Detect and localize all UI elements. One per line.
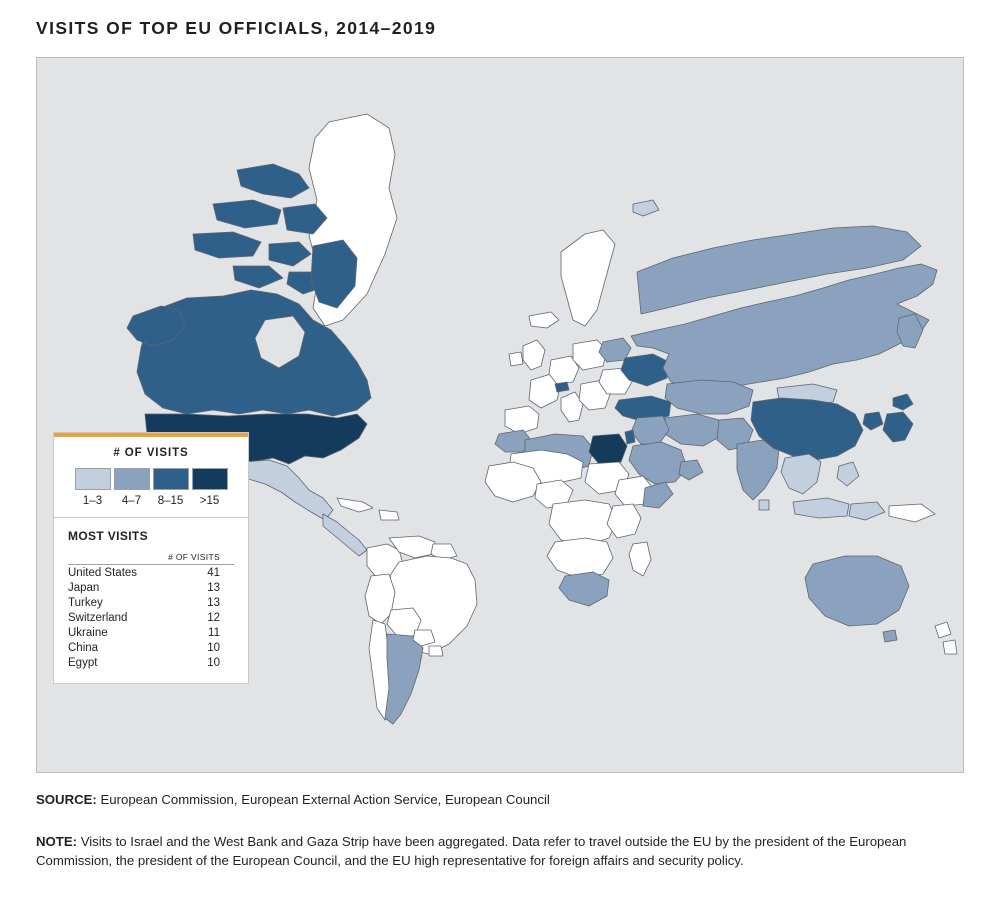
country-hispaniola [379,510,399,520]
country-iran [665,414,721,446]
country-angola-zambia [547,538,613,578]
country-iceland [529,312,559,328]
row-country: United States [68,566,138,579]
source-label: SOURCE: [36,792,97,807]
legend-swatch-1 [75,468,111,490]
country-norway-sweden-finland [561,230,615,326]
country-sri-lanka [759,500,769,510]
country-svalbard [633,200,659,216]
country-canada-arctic-6 [233,266,283,288]
page-title: VISITS OF TOP EU OFFICIALS, 2014–2019 [36,18,437,38]
country-india [737,440,779,500]
country-koreas [863,412,883,430]
row-visits: 10 [207,656,220,669]
country-canada-arctic-4 [193,232,261,258]
row-visits: 10 [207,641,220,654]
country-canada-arctic-1 [237,164,309,198]
country-central-america [323,514,367,556]
country-south-africa [559,572,609,606]
country-japan [893,394,913,410]
country-east-africa [607,504,641,538]
row-visits: 11 [208,626,220,639]
table-row [68,595,234,610]
table-row [68,565,234,581]
table-row [68,640,234,655]
column-header-visits: # OF VISITS [153,552,234,565]
legend-swatches [68,468,234,490]
note-label: NOTE: [36,834,78,849]
country-israel [625,430,635,444]
country-oman [679,460,703,480]
country-cuba [337,498,373,512]
legend-title: # OF VISITS [113,447,189,459]
country-tasmania [883,630,897,642]
note [36,832,956,870]
country-southeast-asia [781,454,821,494]
country-japan-honshu [883,412,913,442]
legend-label-3: 8–15 [157,495,184,507]
country-philippines [837,462,859,486]
country-central-asia [665,380,753,414]
table-row [68,580,234,595]
row-country: Switzerland [68,611,128,624]
country-canada-arctic-5 [269,242,311,266]
country-madagascar [629,542,651,576]
legend-swatch-2 [114,468,150,490]
world-map [36,57,964,773]
row-visits: 12 [207,611,220,624]
legend [54,437,248,518]
row-country: Japan [68,581,100,594]
country-iraq-syria [631,416,669,444]
country-switzerland [555,382,569,392]
legend-swatch-3 [153,468,189,490]
column-header-country [68,552,153,565]
row-visits: 13 [207,596,220,609]
legend-panel [53,432,249,684]
legend-label-2: 4–7 [121,495,142,507]
source-text: European Commission, European External Action Service, European Council [96,792,550,807]
row-country: Ukraine [68,626,108,639]
source-note [36,790,956,809]
legend-label-1: 1–3 [82,495,103,507]
country-indonesia-2 [849,502,885,520]
country-new-zealand-1 [935,622,951,638]
country-ireland [509,352,523,366]
country-argentina [385,634,423,724]
table-row [68,625,234,640]
table-row [68,610,234,625]
row-visits: 13 [207,581,220,594]
row-country: China [68,641,99,654]
country-indonesia-1 [793,498,849,518]
row-country: Turkey [68,596,103,609]
most-visits-title: MOST VISITS [68,529,148,543]
table-header-row [68,552,234,565]
country-new-zealand-2 [943,640,957,654]
country-uk [523,340,545,370]
country-egypt [589,434,627,464]
legend-swatch-4 [192,468,228,490]
legend-labels [68,495,234,507]
row-country: Egypt [68,656,98,669]
row-visits: 41 [207,566,220,579]
legend-label-4: >15 [199,495,220,507]
table-row [68,655,234,670]
country-australia [805,556,909,626]
country-uruguay [429,646,443,656]
most-visits-table [54,518,248,683]
country-new-guinea [889,504,935,522]
note-text: Visits to Israel and the West Bank and Gaza Strip have been aggregated. Data refer to travel outside the EU by the president of the European Commission, the president of the European Council, and the EU high representative for foreign affairs and security policy. [36,834,907,869]
country-west-africa [485,462,541,502]
country-canada-arctic-2 [213,200,281,228]
